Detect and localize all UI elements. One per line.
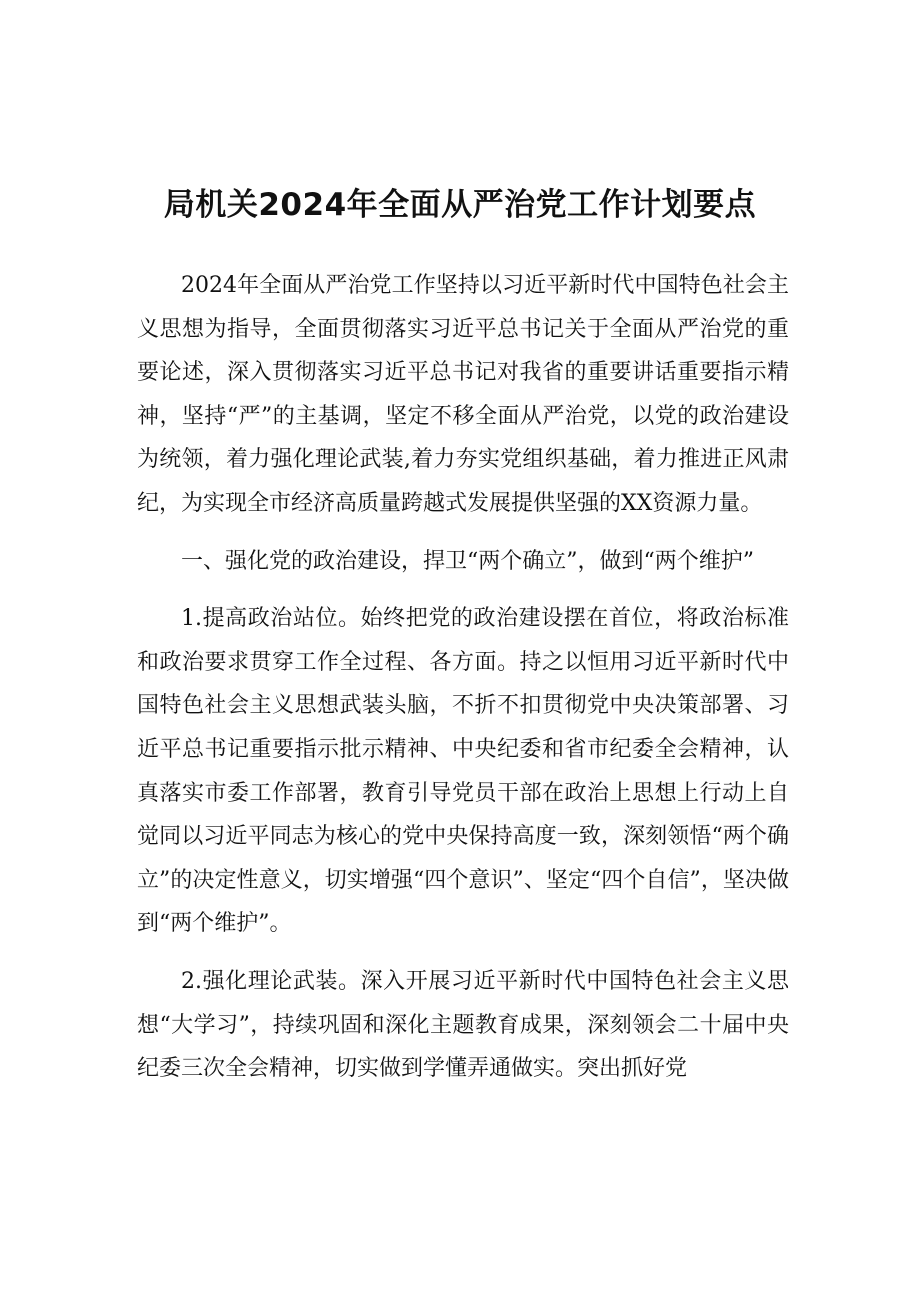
item-1-paragraph: 1.提高政治站位。始终把党的政治建设摆在首位，将政治标准和政治要求贯穿工作全过程、各方面。持之以恒用习近平新时代中国特色社会主义思想武装头脑，不折不扣贯彻党中央决策部署、习近平总书记重要指示批示精神、中央纪委和省市纪委全会精神，认真落实市委工作部署，教育引导党员干部在政治上思想上行动上自觉同以习近平同志为核心的党中央保持高度一致，深刻领悟“两个确立”的决定性意义，切实增强“四个意识”、坚定“四个自信”，坚决做到“两个维护”。 xyxy=(137,606,789,937)
item-2-paragraph: 2.强化理论武装。深入开展习近平新时代中国特色社会主义思想“大学习”，持续巩固和深化主题教育成果，深刻领会二十届中央纪委三次全会精神，切实做到学懂弄通做实。突出抓好党 xyxy=(137,968,789,1082)
document-body xyxy=(137,264,789,1091)
section-1-heading: 一、强化党的政治建设，捍卫“两个确立”，做到“两个维护” xyxy=(181,548,754,574)
intro-paragraph: 2024年全面从严治党工作坚持以习近平新时代中国特色社会主义思想为指导，全面贯彻落实习近平总书记关于全面从严治党的重要论述，深入贯彻落实习近平总书记对我省的重要讲话重要指示精神，坚持“严”的主基调，坚定不移全面从严治党，以党的政治建设为统领，着力强化理论武装,着力夯实党组织基础，着力推进正风肃纪，为实现全市经济高质量跨越式发展提供坚强的XX资源力量。 xyxy=(137,273,789,516)
document-title: 局机关2024年全面从严治党工作计划要点 xyxy=(163,187,757,223)
